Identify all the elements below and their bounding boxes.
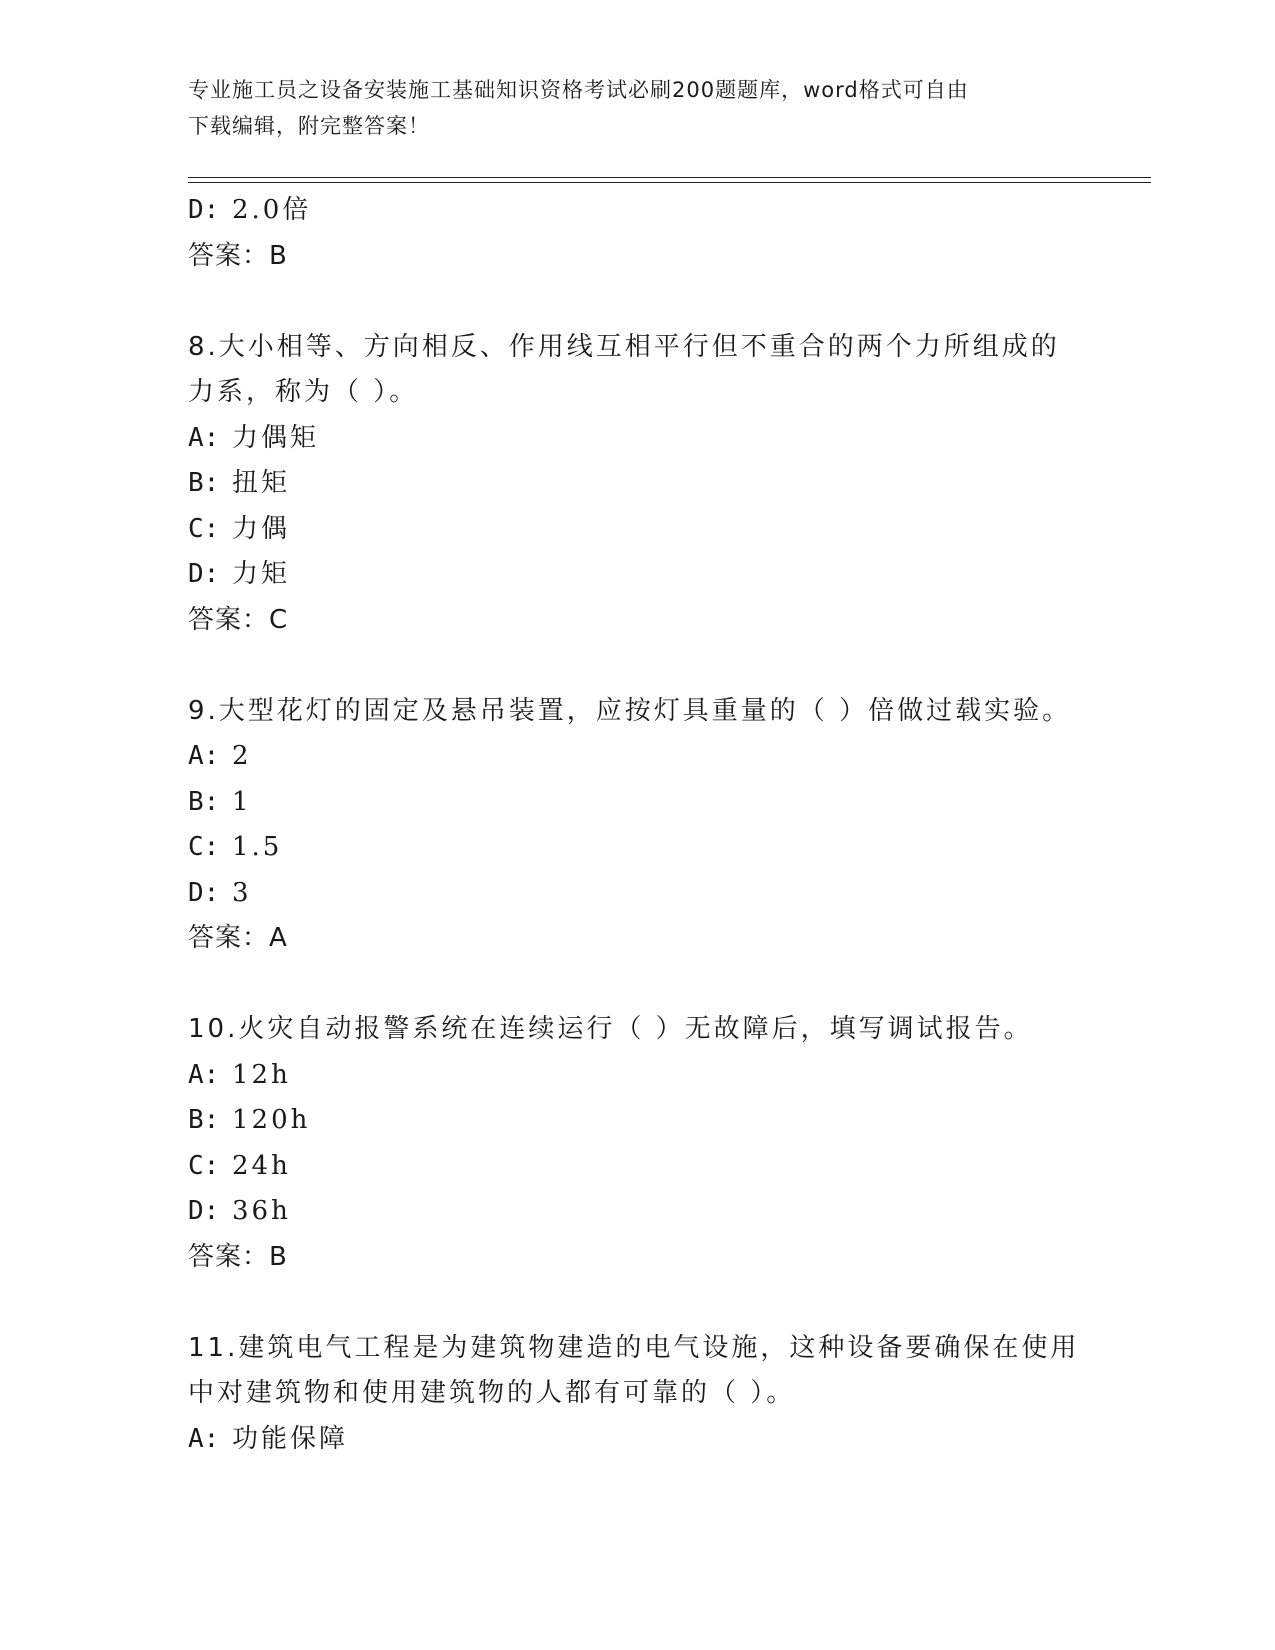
option-d bbox=[188, 552, 1088, 598]
question-stem: 9.大型花灯的固定及悬吊装置，应按灯具重量的（ ）倍做过载实验。 bbox=[188, 695, 1072, 726]
option-text: 3 bbox=[232, 877, 252, 908]
option-a bbox=[188, 734, 1088, 780]
option-letter: D: bbox=[188, 195, 220, 225]
answer-line: 答案：A bbox=[188, 923, 288, 953]
question-stem: 10.火灾自动报警系统在连续运行（ ）无故障后，填写调试报告。 bbox=[188, 1014, 1033, 1044]
option-letter: B: bbox=[188, 1105, 220, 1135]
header-divider-bottom bbox=[188, 182, 1151, 183]
option-text: 功能保障 bbox=[232, 1423, 349, 1454]
option-b bbox=[188, 780, 1088, 826]
question-stem: 中对建筑物和使用建筑物的人都有可靠的（ ）。 bbox=[188, 1378, 796, 1408]
option-letter: A: bbox=[188, 741, 220, 771]
option-d bbox=[188, 1189, 1088, 1235]
option-letter: B: bbox=[188, 786, 220, 817]
option-letter: C: bbox=[188, 513, 220, 544]
option-d bbox=[188, 188, 1088, 234]
option-letter: D: bbox=[188, 559, 220, 589]
option-a bbox=[188, 1053, 1088, 1099]
option-text: 力偶矩 bbox=[232, 422, 320, 453]
option-text: 力偶 bbox=[232, 513, 291, 544]
option-text: 36h bbox=[232, 1196, 291, 1226]
option-d bbox=[188, 871, 1088, 917]
option-letter: D: bbox=[188, 1196, 220, 1226]
spacer bbox=[188, 1280, 1088, 1326]
option-text: 120h bbox=[232, 1105, 311, 1135]
option-b bbox=[188, 1098, 1088, 1144]
question-stem: 力系，称为（ ）。 bbox=[188, 377, 419, 407]
document-header bbox=[188, 72, 1068, 144]
answer-line: 答案：B bbox=[188, 240, 288, 271]
spacer bbox=[188, 279, 1088, 325]
option-letter: A: bbox=[188, 422, 220, 453]
option-letter: B: bbox=[188, 468, 220, 498]
option-a bbox=[188, 416, 1088, 462]
option-letter: A: bbox=[188, 1423, 220, 1454]
question-list bbox=[188, 188, 1088, 1462]
option-b bbox=[188, 461, 1088, 507]
option-text: 2.0倍 bbox=[232, 195, 312, 225]
header-title-line-2: 下载编辑，附完整答案！ bbox=[188, 114, 430, 138]
question-stem: 8.大小相等、方向相反、作用线互相平行但不重合的两个力所组成的 bbox=[188, 331, 1060, 362]
option-a bbox=[188, 1417, 1088, 1463]
option-c bbox=[188, 825, 1088, 871]
option-letter: C: bbox=[188, 1150, 220, 1181]
option-text: 1.5 bbox=[232, 832, 283, 862]
question-stem: 11.建筑电气工程是为建筑物建造的电气设施，这种设备要确保在使用 bbox=[188, 1332, 1080, 1363]
option-c bbox=[188, 507, 1088, 553]
option-text: 1 bbox=[232, 786, 252, 817]
spacer bbox=[188, 643, 1088, 689]
option-text: 12h bbox=[232, 1059, 291, 1090]
option-letter: A: bbox=[188, 1059, 220, 1090]
header-title-line-1: 专业施工员之设备安装施工基础知识资格考试必刷200题题库，word格式可自由 bbox=[188, 78, 969, 102]
option-text: 力矩 bbox=[232, 559, 291, 589]
answer-line: 答案：C bbox=[188, 604, 289, 635]
option-text: 2 bbox=[232, 741, 252, 771]
option-text: 24h bbox=[232, 1150, 291, 1181]
header-divider-top bbox=[188, 177, 1151, 178]
answer-line: 答案：B bbox=[188, 1241, 288, 1272]
option-c bbox=[188, 1144, 1088, 1190]
option-letter: D: bbox=[188, 877, 220, 908]
option-letter: C: bbox=[188, 832, 220, 862]
spacer bbox=[188, 962, 1088, 1008]
option-text: 扭矩 bbox=[232, 468, 291, 498]
